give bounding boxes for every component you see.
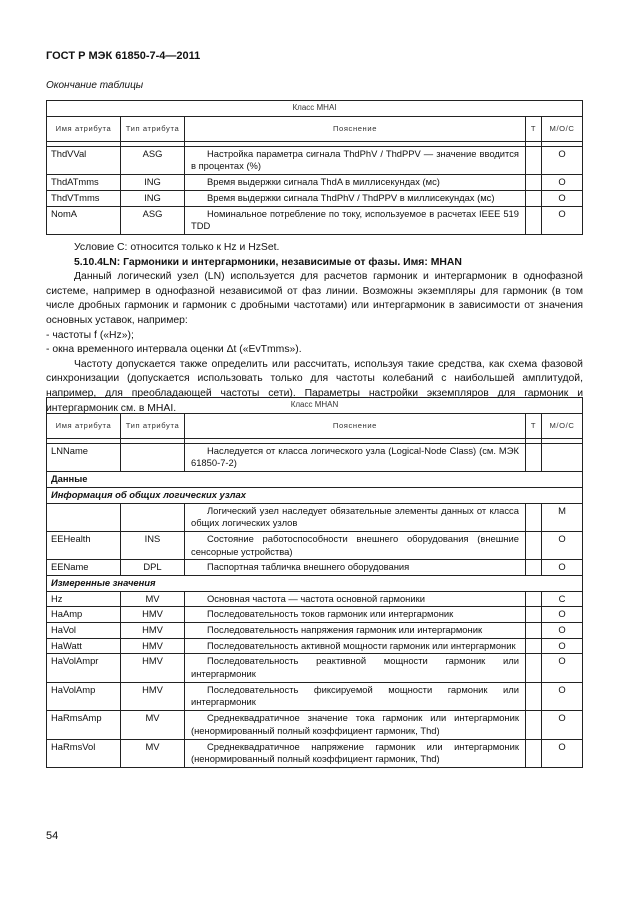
attr-t [525,560,541,576]
attr-name: ThdVVal [47,146,121,174]
attr-explanation: Наследуется от класса логического узла (Logical-Node Class) (см. МЭК 61850-7-2) [185,443,526,471]
attr-t [525,175,541,191]
attr-explanation: Паспортная табличка внешнего оборудования [185,560,526,576]
attr-explanation: Среднеквадратичное напряжение гармоник или интергармоник (ненормированный полный коэффициент гармоник, Thd) [185,739,526,767]
attr-t [525,607,541,623]
attr-t [525,591,541,607]
attr-moc: O [541,623,582,639]
attr-type: DPL [121,560,185,576]
attr-type: HMV [121,607,185,623]
attr-name: HaWatt [47,638,121,654]
attr-type: HMV [121,623,185,639]
col-attr-type: Тип атрибута [121,413,185,438]
attr-moc: O [541,190,582,206]
attr-moc: O [541,560,582,576]
attr-type: HMV [121,654,185,682]
attr-name: NomA [47,206,121,234]
attr-type: MV [121,591,185,607]
attr-moc: O [541,682,582,710]
attr-type: ING [121,190,185,206]
table-continuation-note: Окончание таблицы [46,80,144,91]
attr-t [525,711,541,739]
body-text [46,241,583,416]
class-title: Класс MHAN [47,398,583,414]
attr-name: HaVolAmpr [47,654,121,682]
col-explanation: Пояснение [185,116,526,141]
attr-t [525,206,541,234]
table-row [47,503,583,531]
table-row [47,654,583,682]
table-row [47,682,583,710]
attr-explanation: Последовательность токов гармоник или интергармоник [185,607,526,623]
attr-moc: M [541,503,582,531]
attr-explanation: Состояние работоспособности внешнего оборудования (внешние сенсорные устройства) [185,531,526,559]
attr-moc: O [541,175,582,191]
condition-note: Условие С: относится только к Hz и HzSet. [74,242,280,253]
attr-t [525,739,541,767]
attr-type: ASG [121,146,185,174]
col-attr-type: Тип атрибута [121,116,185,141]
attr-t [525,682,541,710]
attr-name: ThdATmms [47,175,121,191]
col-moc: M/O/C [541,116,582,141]
table-row [47,146,583,174]
attr-name: HaAmp [47,607,121,623]
attr-explanation: Время выдержки сигнала ThdA в миллисекундах (мс) [185,175,526,191]
attr-type: ING [121,175,185,191]
attr-explanation: Номинальное потребление по току, используемое в расчетах IEEE 519 TDD [185,206,526,234]
attr-type: MV [121,711,185,739]
paragraph-1: Данный логический узел (LN) используется для расчетов гармоник и интергармоник в однофазной системе, например в однофазной независимой от фаз линии. Возможны экземпляры для гармоник (в том числе дробных гармоник и гармоник с дробными частотами) или интергармоник в зависимости от значения основных уставок, например: [46,271,583,326]
attr-type: HMV [121,682,185,710]
mhan-table [46,397,583,768]
attr-t [525,623,541,639]
attr-explanation: Последовательность активной мощности гармоник или интергармоник [185,638,526,654]
attr-explanation: Последовательность фиксируемой мощности гармоник или интергармоник [185,682,526,710]
attr-moc: O [541,607,582,623]
table-row [47,560,583,576]
col-attr-name: Имя атрибута [47,413,121,438]
table-row [47,607,583,623]
attr-name: HaRmsAmp [47,711,121,739]
attr-explanation: Последовательность реактивной мощности гармоник или интергармоник [185,654,526,682]
table-row [47,531,583,559]
attr-moc: C [541,591,582,607]
table-row [47,206,583,234]
list-item-1: - частоты f («Hz»); [46,329,134,341]
attr-t [525,638,541,654]
list-item-2: - окна временного интервала оценки Δt («EvTmms»). [46,344,302,356]
table-row [47,739,583,767]
attr-name: HaVol [47,623,121,639]
attr-moc: O [541,654,582,682]
attr-name: EEName [47,560,121,576]
table-row [47,711,583,739]
attr-type: MV [121,739,185,767]
paragraph-2: Частоту допускается также определить или рассчитать, используя такие средства, как схема фазовой синхронизации (допускается использовать только для частоты колебаний с наибольшей амплитудой, например, для преобладающей частоты сети). Параметры настройки экземпляров для гармоник и интергармоник см. в MHAI. [46,358,583,414]
attr-moc: O [541,638,582,654]
table-row [47,638,583,654]
class-title: Класс MHAI [47,101,583,117]
attr-moc: O [541,206,582,234]
attr-type: HMV [121,638,185,654]
col-attr-name: Имя атрибута [47,116,121,141]
attr-t [525,190,541,206]
section-data: Данные [47,472,583,488]
table-row [47,623,583,639]
attr-name: EEHealth [47,531,121,559]
section-common-ln: Информация об общих логических узлах [47,487,583,503]
section-heading: 5.10.4LN: Гармоники и интергармоники, независимые от фазы. Имя: MHAN [74,256,462,268]
table-row [47,190,583,206]
attr-name: Hz [47,591,121,607]
mhai-table [46,100,583,235]
col-moc: M/O/C [541,413,582,438]
attr-type: ASG [121,206,185,234]
page-number: 54 [46,830,59,842]
table-row [47,175,583,191]
section-measured: Измеренные значения [47,575,583,591]
attr-explanation: Среднеквадратичное значение тока гармоник или интергармоник (ненормированный полный коэффициент гармоник, Thd) [185,711,526,739]
attr-moc: O [541,531,582,559]
attr-name: HaRmsVol [47,739,121,767]
attr-moc: O [541,146,582,174]
attr-name: ThdVTmms [47,190,121,206]
col-t: T [525,413,541,438]
attr-moc: O [541,711,582,739]
attr-t [525,531,541,559]
attr-explanation: Настройка параметра сигнала ThdPhV / ThdPPV — значение вводится в процентах (%) [185,146,526,174]
attr-type: INS [121,531,185,559]
attr-explanation: Последовательность напряжения гармоник или интергармоник [185,623,526,639]
attr-explanation: Основная частота — частота основной гармоники [185,591,526,607]
table-row [47,443,583,471]
table-row [47,591,583,607]
attr-name: HaVolAmp [47,682,121,710]
attr-explanation: Время выдержки сигнала ThdPhV / ThdPPV в миллисекундах (мс) [185,190,526,206]
attr-moc: O [541,739,582,767]
attr-t [525,654,541,682]
col-explanation: Пояснение [185,413,526,438]
document-header: ГОСТ Р МЭК 61850-7-4—2011 [46,50,201,62]
attr-t [525,146,541,174]
attr-name: LNName [47,443,121,471]
col-t: T [525,116,541,141]
attr-explanation: Логический узел наследует обязательные элементы данных от класса общих логических узлов [185,503,526,531]
